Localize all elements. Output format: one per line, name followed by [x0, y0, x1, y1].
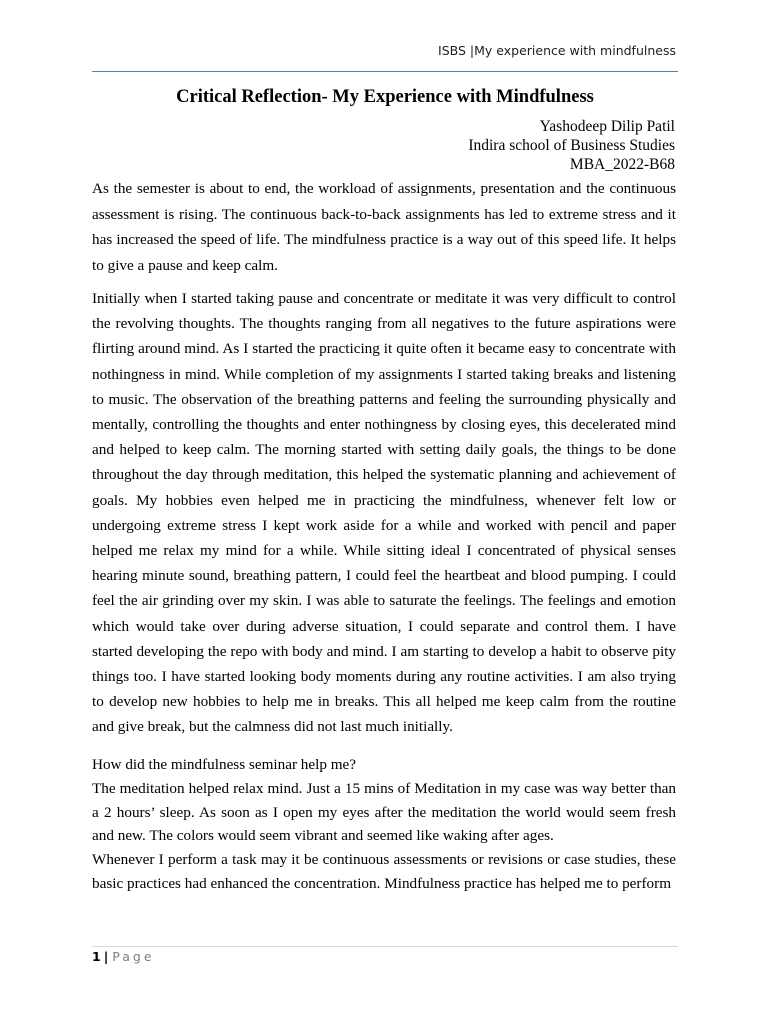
document-title: Critical Reflection- My Experience with Mindfulness: [176, 87, 594, 107]
seminar-section: [92, 753, 676, 896]
closing-paragraph: Whenever I perform a task may it be continuous assessments or revisions or case studies, these basic practices had enhanced the concentration. Mindfulness practice has helped me to perform: [92, 851, 676, 892]
paragraph-experience: Initially when I started taking pause and concentrate or meditate it was very difficult to control the revolving thoughts. The thoughts ranging from all negatives to the future aspirations were flirting around mind. As I started the practicing it quite often it became easy to concentrate with nothingness in mind. While completion of my assignments I started taking breaks and listening to music. The observation of the breathing patterns and feeling the surrounding physically and mentally, controlling the thoughts and enter nothingness by closing eyes, this decelerated mind and helped to keep calm. The morning started with setting daily goals, the things to be done throughout the day through meditation, this helped the systematic planning and achievement of goals. My hobbies even helped me in practicing the mindfulness, whenever felt low or undergoing extreme stress I kept work aside for a while and worked with pencil and paper helped me relax my mind for a while. While sitting ideal I concentrated of physical senses hearing minute sound, breathing pattern, I could feel the heartbeat and blood pumping. I could feel the air grinding over my skin. I was able to saturate the feelings. The feelings and emotion which would take over during adverse situation, I could separate and control them. I have started developing the repo with body and mind. I am starting to develop a habit to observe pity things too. I have started looking body moments during any routine activities. I am also trying to develop new hobbies to help me in breaks. This all helped me keep calm from the routine and give break, but the calmness did not last much initially.: [92, 290, 676, 736]
author-name: Yashodeep Dilip Patil: [539, 118, 675, 135]
author-program: MBA_2022-B68: [569, 156, 675, 173]
author-block: [468, 117, 675, 174]
page-footer: [92, 946, 678, 966]
page-number: 1: [92, 949, 101, 964]
paragraph-intro: As the semester is about to end, the workload of assignments, presentation and the continuous assessment is rising. The continuous back-to-back assignments has led to extreme stress and it has increased the speed of life. The mindfulness practice is a way out of this speed life. It helps to give a pause and keep calm.: [92, 180, 676, 274]
page-label: Page: [112, 949, 155, 964]
seminar-question: How did the mindfulness seminar help me?: [92, 756, 357, 773]
page-separator: |: [103, 949, 109, 964]
page-header: [92, 40, 678, 72]
header-text: ISBS |My experience with mindfulness: [438, 43, 676, 58]
seminar-answer: The meditation helped relax mind. Just a 15 mins of Meditation in my case was way better than a 2 hours’ sleep. As soon as I open my eyes after the meditation the world would seem fresh and new. The colors would seem vibrant and seemed like waking after ages.: [92, 779, 676, 845]
author-institution: Indira school of Business Studies: [468, 137, 675, 154]
